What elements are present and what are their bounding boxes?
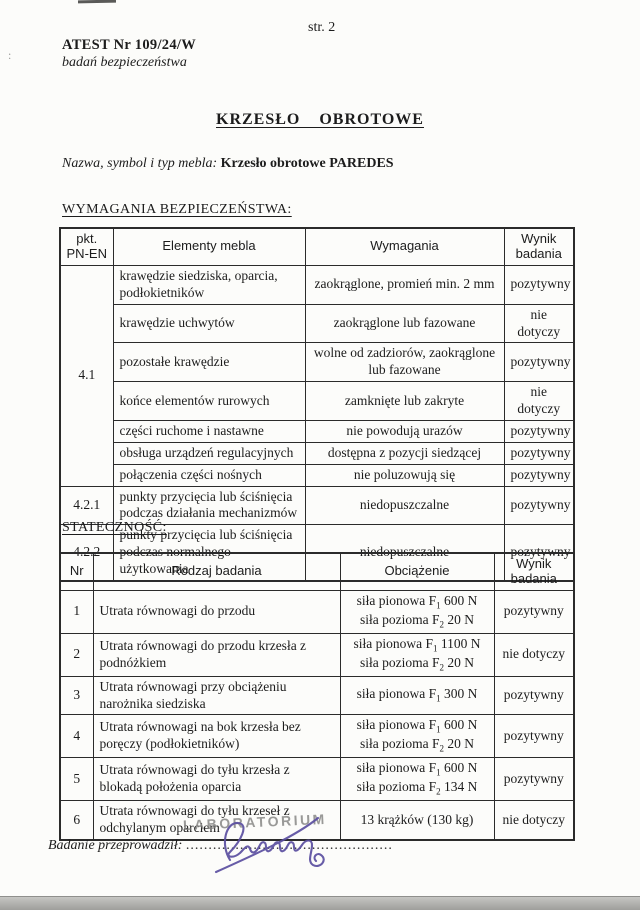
table-row [60,265,574,304]
table-row [60,590,574,633]
table-header-row [60,228,574,265]
header-wymagania: Wymagania [305,228,504,265]
cell-result: nie dotyczy [494,801,574,840]
atest-subtitle: badań bezpieczeństwa [62,55,187,70]
cell-requirement: nie powodują urazów [305,420,504,442]
cell-nr: 3 [60,676,93,715]
cell-load [340,801,494,840]
table-header-row [60,553,574,590]
table-row [60,442,574,464]
table-row [60,382,574,421]
signature-dots: ........................................ [212,838,393,853]
header-obciazenie: Obciążenie [340,553,494,590]
cell-result: pozytywny [494,715,574,758]
cell-load [340,633,494,676]
table-row [60,304,574,343]
load-line-1: siła pionowa $F_1$ 600 N [356,592,478,611]
table-row [60,343,574,382]
laboratory-stamp: LABORATORIUM [182,810,328,834]
cell-requirement: zaokrąglone lub fazowane [305,304,504,343]
cell-result: pozytywny [504,420,574,442]
cell-load [340,715,494,758]
load-line-1: siła pionowa $F_1$ 1100 N [353,635,481,654]
cell-test: Utrata równowagi do tyłu krzeseł z odchylanym oparciem [93,801,340,840]
cell-result: pozytywny [504,486,574,525]
cell-test: Utrata równowagi do przodu [93,590,340,633]
cell-element: punkty przycięcia lub ściśnięcia podczas działania mechanizmów [113,486,305,525]
cell-nr: 4 [60,715,93,758]
cell-pkt: 4.2.2 [60,525,113,581]
furniture-name-label: Nazwa, symbol i typ mebla: [62,156,218,171]
cell-requirement: wolne od zadziorów, zaokrąglone lub fazowane [305,343,504,382]
cell-requirement: niedopuszczalne [305,525,504,581]
table-row [60,464,574,486]
atest-number: ATEST Nr 109/24/W [62,37,197,53]
scan-artifact-colon: : [8,48,12,62]
cell-load [340,758,494,801]
cell-nr: 1 [60,590,93,633]
table-row [60,676,574,715]
cell-result: pozytywny [504,343,574,382]
furniture-name-line [62,156,394,172]
table-row [60,758,574,801]
header-rodzaj-badania: Rodzaj badania [93,553,340,590]
cell-element: punkty przycięcia lub ściśnięcia podczas normalnego użytkowania [113,525,305,581]
cell-test: Utrata równowagi na bok krzesła bez poręczy (podłokietników) [93,715,340,758]
header-pkt-pn-en: pkt. PN-EN [60,228,113,265]
page-number: str. 2 [308,20,336,35]
cell-requirement: zamknięte lub zakryte [305,382,504,421]
cell-test: Utrata równowagi do przodu krzesła z podnóżkiem [93,633,340,676]
cell-result: pozytywny [494,590,574,633]
load-line-1: 13 krążków (130 kg) [360,811,474,827]
cell-pkt: 4.1 [60,265,113,486]
load-line-2: siła pozioma $F_2$ 20 N [360,654,474,673]
cell-element: części ruchome i nastawne [113,420,305,442]
load-line-1: siła pionowa $F_1$ 300 N [356,686,478,704]
cell-result: pozytywny [494,676,574,715]
cell-element: obsługa urządzeń regulacyjnych [113,442,305,464]
table-row [60,486,574,525]
cell-load [340,676,494,715]
cell-element: pozostałe krawędzie [113,343,305,382]
table-row [60,715,574,758]
cell-result: pozytywny [504,464,574,486]
cell-element: krawędzie siedziska, oparcia, podłokietników [113,265,305,304]
table-row [60,420,574,442]
cell-result: pozytywny [504,525,574,581]
cell-requirement: niedopuszczalne [305,486,504,525]
cell-test: Utrata równowagi do tyłu krzesła z blokadą położenia oparcia [93,758,340,801]
signature-label: Badanie przeprowadził: [48,838,183,853]
section-heading-safety: WYMAGANIA BEZPIECZEŃSTWA: [62,202,292,217]
cell-load [340,590,494,633]
cell-result: nie dotyczy [494,633,574,676]
cell-test: Utrata równowagi przy obciążeniu narożnika siedziska [93,676,340,715]
cell-nr: 6 [60,801,93,840]
cell-result: nie dotyczy [504,304,574,343]
header-elementy-mebla: Elementy mebla [113,228,305,265]
load-line-2: siła pozioma $F_2$ 134 N [356,779,478,797]
cell-result: pozytywny [504,265,574,304]
load-line-2: siła pozioma $F_2$ 20 N [360,611,474,630]
cell-result: pozytywny [504,442,574,464]
table-row [60,633,574,676]
cell-nr: 5 [60,758,93,801]
furniture-name-value: Krzesło obrotowe PAREDES [220,156,394,171]
handwritten-signature [200,810,360,880]
cell-requirement: dostępna z pozycji siedzącej [305,442,504,464]
header-wynik-badania: Wynik badania [494,553,574,590]
load-line-1: siła pionowa $F_1$ 600 N [356,760,478,778]
stability-table [59,552,575,841]
section-heading-stability: STATECZNOŚĆ: [62,520,167,535]
cell-requirement: zaokrąglone, promień min. 2 mm [305,265,504,304]
cell-element: połączenia części nośnych [113,464,305,486]
cell-element: krawędzie uchwytów [113,304,305,343]
header-wynik-badania: Wynik badania [504,228,574,265]
load-line-1: siła pionowa $F_1$ 600 N [356,717,478,736]
cell-pkt: 4.2.1 [60,486,113,525]
load-line-2: siła pozioma $F_2$ 20 N [360,736,474,754]
cell-result: pozytywny [494,758,574,801]
cell-result: nie dotyczy [504,382,574,421]
cell-requirement: nie poluzowują się [305,464,504,486]
page-edge-shadow [0,896,640,910]
signature-dots: ...... [185,838,213,853]
cell-element: końce elementów rurowych [113,382,305,421]
header-nr: Nr [60,553,93,590]
scan-artifact-dash [78,0,116,3]
cell-nr: 2 [60,633,93,676]
document-title: KRZESŁO OBROTOWE [216,111,424,128]
